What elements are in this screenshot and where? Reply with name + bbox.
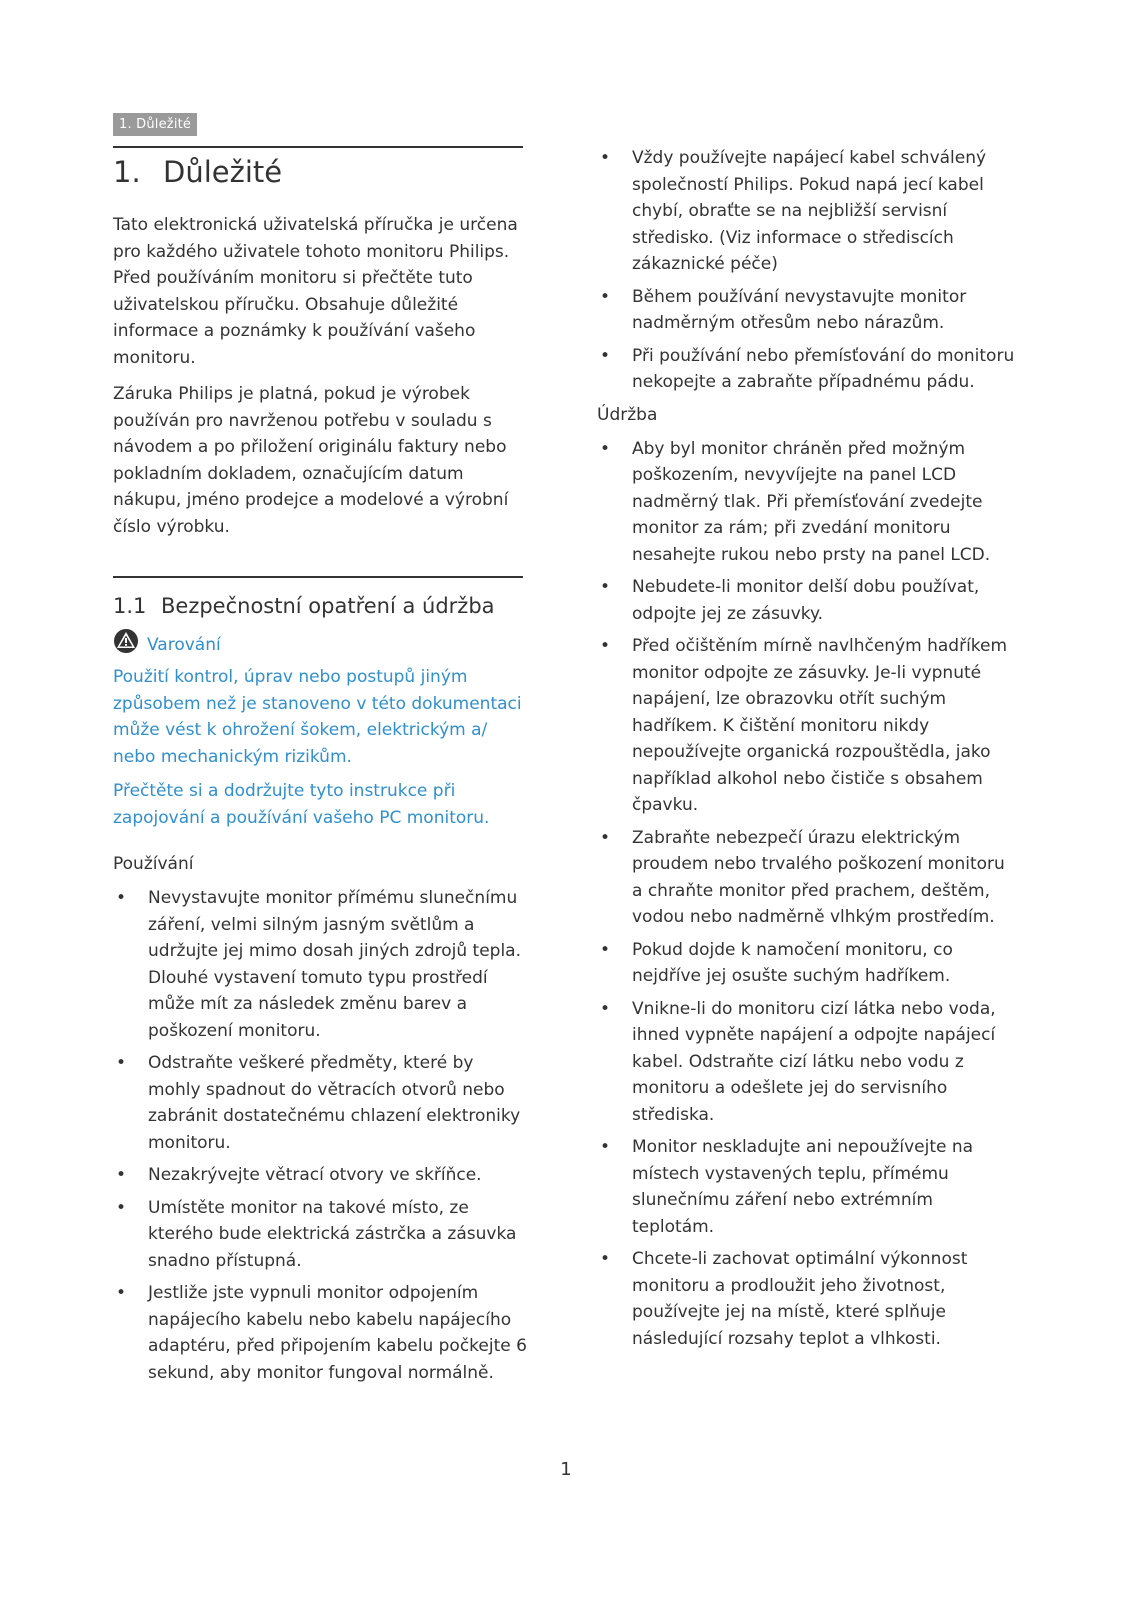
section-title-rule (113, 146, 523, 148)
list-item: • Aby byl monitor chráněn před možným poškozením, nevyvíjejte na panel LCD nadměrný tlak. Při přemísťování zvedejte monitor za rám; při zvedání monitoru nesahejte rukou nebo prsty na panel LCD. (600, 438, 991, 565)
section-number: 1. (113, 155, 141, 189)
right-column (597, 145, 1015, 1352)
warning-instructions-paragraph: Přečtěte si a dodržujte tyto instrukce při zapojování a používání vašeho PC monitoru. (113, 781, 490, 828)
section-title (113, 152, 282, 192)
list-item: • Při používání nebo přemísťování do monitoru nekopejte a zabraňte případnému pádu. (600, 345, 1015, 392)
usage-list (113, 885, 527, 1386)
list-item: • Vždy používejte napájecí kabel schválený společností Philips. Pokud napá jecí kabel chybí, obraťte se na nejbližší servisní středisko. (Viz informace o střediscích zákaznické péče) (600, 148, 987, 274)
list-item: • Odstraňte veškeré předměty, které by mohly spadnout do větracích otvorů nebo zabránit dostatečnému chlazení elektroniky monitoru. (116, 1053, 521, 1153)
subsection-title-rule (113, 576, 523, 578)
list-item: • Jestliže jste vypnuli monitor odpojením napájecího kabelu nebo kabelu napájecího adaptéru, před připojením kabelu počkejte 6 sekund, aby monitor fungoval normálně. (116, 1283, 527, 1383)
subsection-title-text: Bezpečnostní opatření a údržba (161, 594, 495, 618)
list-item: • Chcete-li zachovat optimální výkonnost monitoru a prodloužit jeho životnost, používejte jej na místě, které splňuje následující rozsahy teplot a vlhkosti. (600, 1249, 968, 1349)
warning-heading-text: Varování (147, 635, 221, 655)
left-column (113, 212, 525, 540)
list-item: • Během používání nevystavujte monitor nadměrným otřesům nebo nárazům. (600, 286, 967, 333)
subsection-title (113, 591, 495, 621)
usage-list-continued (597, 145, 1015, 396)
usage-heading: Používání (113, 854, 194, 874)
warning-paragraph: Použití kontrol, úprav nebo postupů jiným způsobem než je stanoveno v této dokumentaci může vést k ohrožení šokem, elektrickým a/ nebo mechanickým rizikům. (113, 667, 522, 767)
list-item: • Nebudete-li monitor delší dobu používat, odpojte jej ze zásuvky. (600, 577, 980, 624)
maintenance-heading: Údržba (597, 404, 658, 425)
warning-block (113, 628, 527, 1386)
warning-triangle-icon (113, 628, 139, 662)
list-item: • Nezakrývejte větrací otvory ve skříňce. (116, 1165, 482, 1185)
warning-heading (113, 628, 527, 662)
maintenance-list (597, 436, 1015, 1353)
list-item: • Monitor neskladujte ani nepoužívejte na místech vystavených teplu, přímému slunečnímu záření nebo extrémním teplotám. (600, 1137, 974, 1237)
list-item: • Vnikne-li do monitoru cizí látka nebo voda, ihned vypněte napájení a odpojte napájecí kabel. Odstraňte cizí látku nebo vodu z monitoru a odešlete jej do servisního střediska. (600, 998, 996, 1125)
section-title-text: Důležité (163, 155, 283, 189)
warranty-paragraph: Záruka Philips je platná, pokud je výrobek používán pro navrženou potřebu v souladu s návodem a po přiložení originálu faktury nebo pokladním dokladem, označujícím datum nákupu, jméno prodejce a modelové a výrobní číslo výrobku. (113, 384, 509, 537)
list-item: • Před očištěním mírně navlhčeným hadříkem monitor odpojte ze zásuvky. Je-li vypnuté napájení, lze obrazovku otřít suchým hadříkem. K čištění monitoru nikdy nepoužívejte organická rozpouštědla, jako například alkohol nebo čističe s obsahem čpavku. (600, 636, 1008, 815)
list-item: • Pokud dojde k namočení monitoru, co nejdříve jej osušte suchým hadříkem. (600, 939, 953, 986)
list-item: • Nevystavujte monitor přímému slunečnímu záření, velmi silným jasným světlům a udržujte jej mimo dosah jiných zdrojů tepla. Dlouhé vystavení tomuto typu prostředí může mít za následek změnu barev a poškození monitoru. (116, 888, 522, 1041)
intro-paragraph: Tato elektronická uživatelská příručka je určena pro každého uživatele tohoto monitoru Philips. Před používáním monitoru si přečtěte tuto uživatelskou příručku. Obsahuje důležité informace a poznámky k používání vašeho monitoru. (113, 215, 518, 368)
list-item: • Umístěte monitor na takové místo, ze kterého bude elektrická zástrčka a zásuvka snadno přístupná. (116, 1197, 517, 1271)
page-number: 1 (560, 1459, 572, 1480)
list-item: • Zabraňte nebezpečí úrazu elektrickým proudem nebo trvalého poškození monitoru a chraňte monitor před prachem, deštěm, vodou nebo nadměrně vlhkým prostředím. (600, 827, 1005, 927)
subsection-number: 1.1 (113, 594, 147, 618)
section-tab-label: 1. Důležité (113, 113, 197, 136)
